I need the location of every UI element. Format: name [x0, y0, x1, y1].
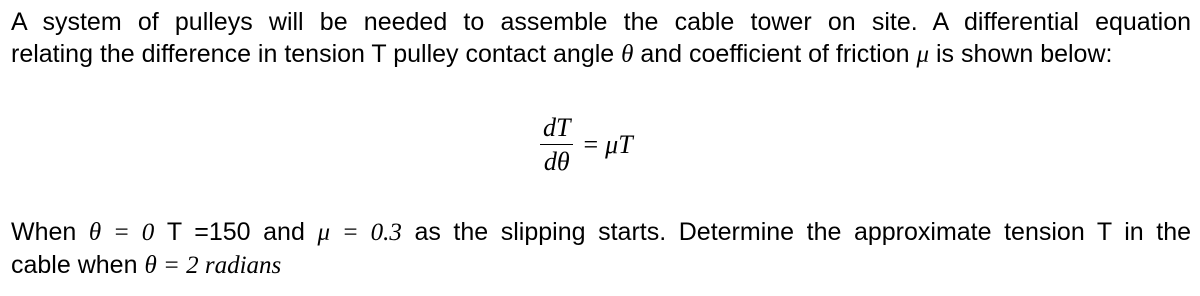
intro-text-b: and coefficient of friction	[633, 40, 917, 68]
mu-condition: μ = 0.3	[317, 219, 402, 246]
theta-symbol: θ	[621, 41, 634, 68]
fraction-numerator: dT	[543, 113, 571, 142]
intro-text-a: relating the difference in tension T pulley contact angle	[11, 40, 622, 68]
question-text-c: as the slipping starts. Determine the approximate tension T in the	[401, 218, 1192, 246]
question-text-a: When	[11, 218, 89, 246]
intro-line-1: A system of pulleys will be needed to assemble the cable tower on site. A differential equation	[11, 8, 1191, 36]
question-line-1	[11, 216, 1191, 249]
question-text-b: T =150 and	[154, 218, 318, 246]
intro-line-2	[11, 38, 1191, 71]
differential-equation	[540, 112, 633, 178]
question-line-2	[11, 249, 1191, 282]
derivative-fraction	[540, 114, 573, 176]
theta-condition: θ = 0	[88, 219, 155, 246]
equals-sign: =	[583, 130, 599, 159]
theta-target: θ = 2 radians	[144, 252, 282, 279]
problem-intro-paragraph	[11, 6, 1191, 71]
fraction-denominator: dθ	[543, 147, 570, 176]
mu-symbol: μ	[916, 41, 930, 68]
equation-rhs: μT	[605, 130, 633, 159]
intro-text-c: is shown below:	[929, 40, 1113, 68]
problem-question-paragraph	[11, 216, 1191, 282]
question-text-d: cable when	[11, 251, 145, 279]
fraction-bar	[540, 144, 573, 145]
